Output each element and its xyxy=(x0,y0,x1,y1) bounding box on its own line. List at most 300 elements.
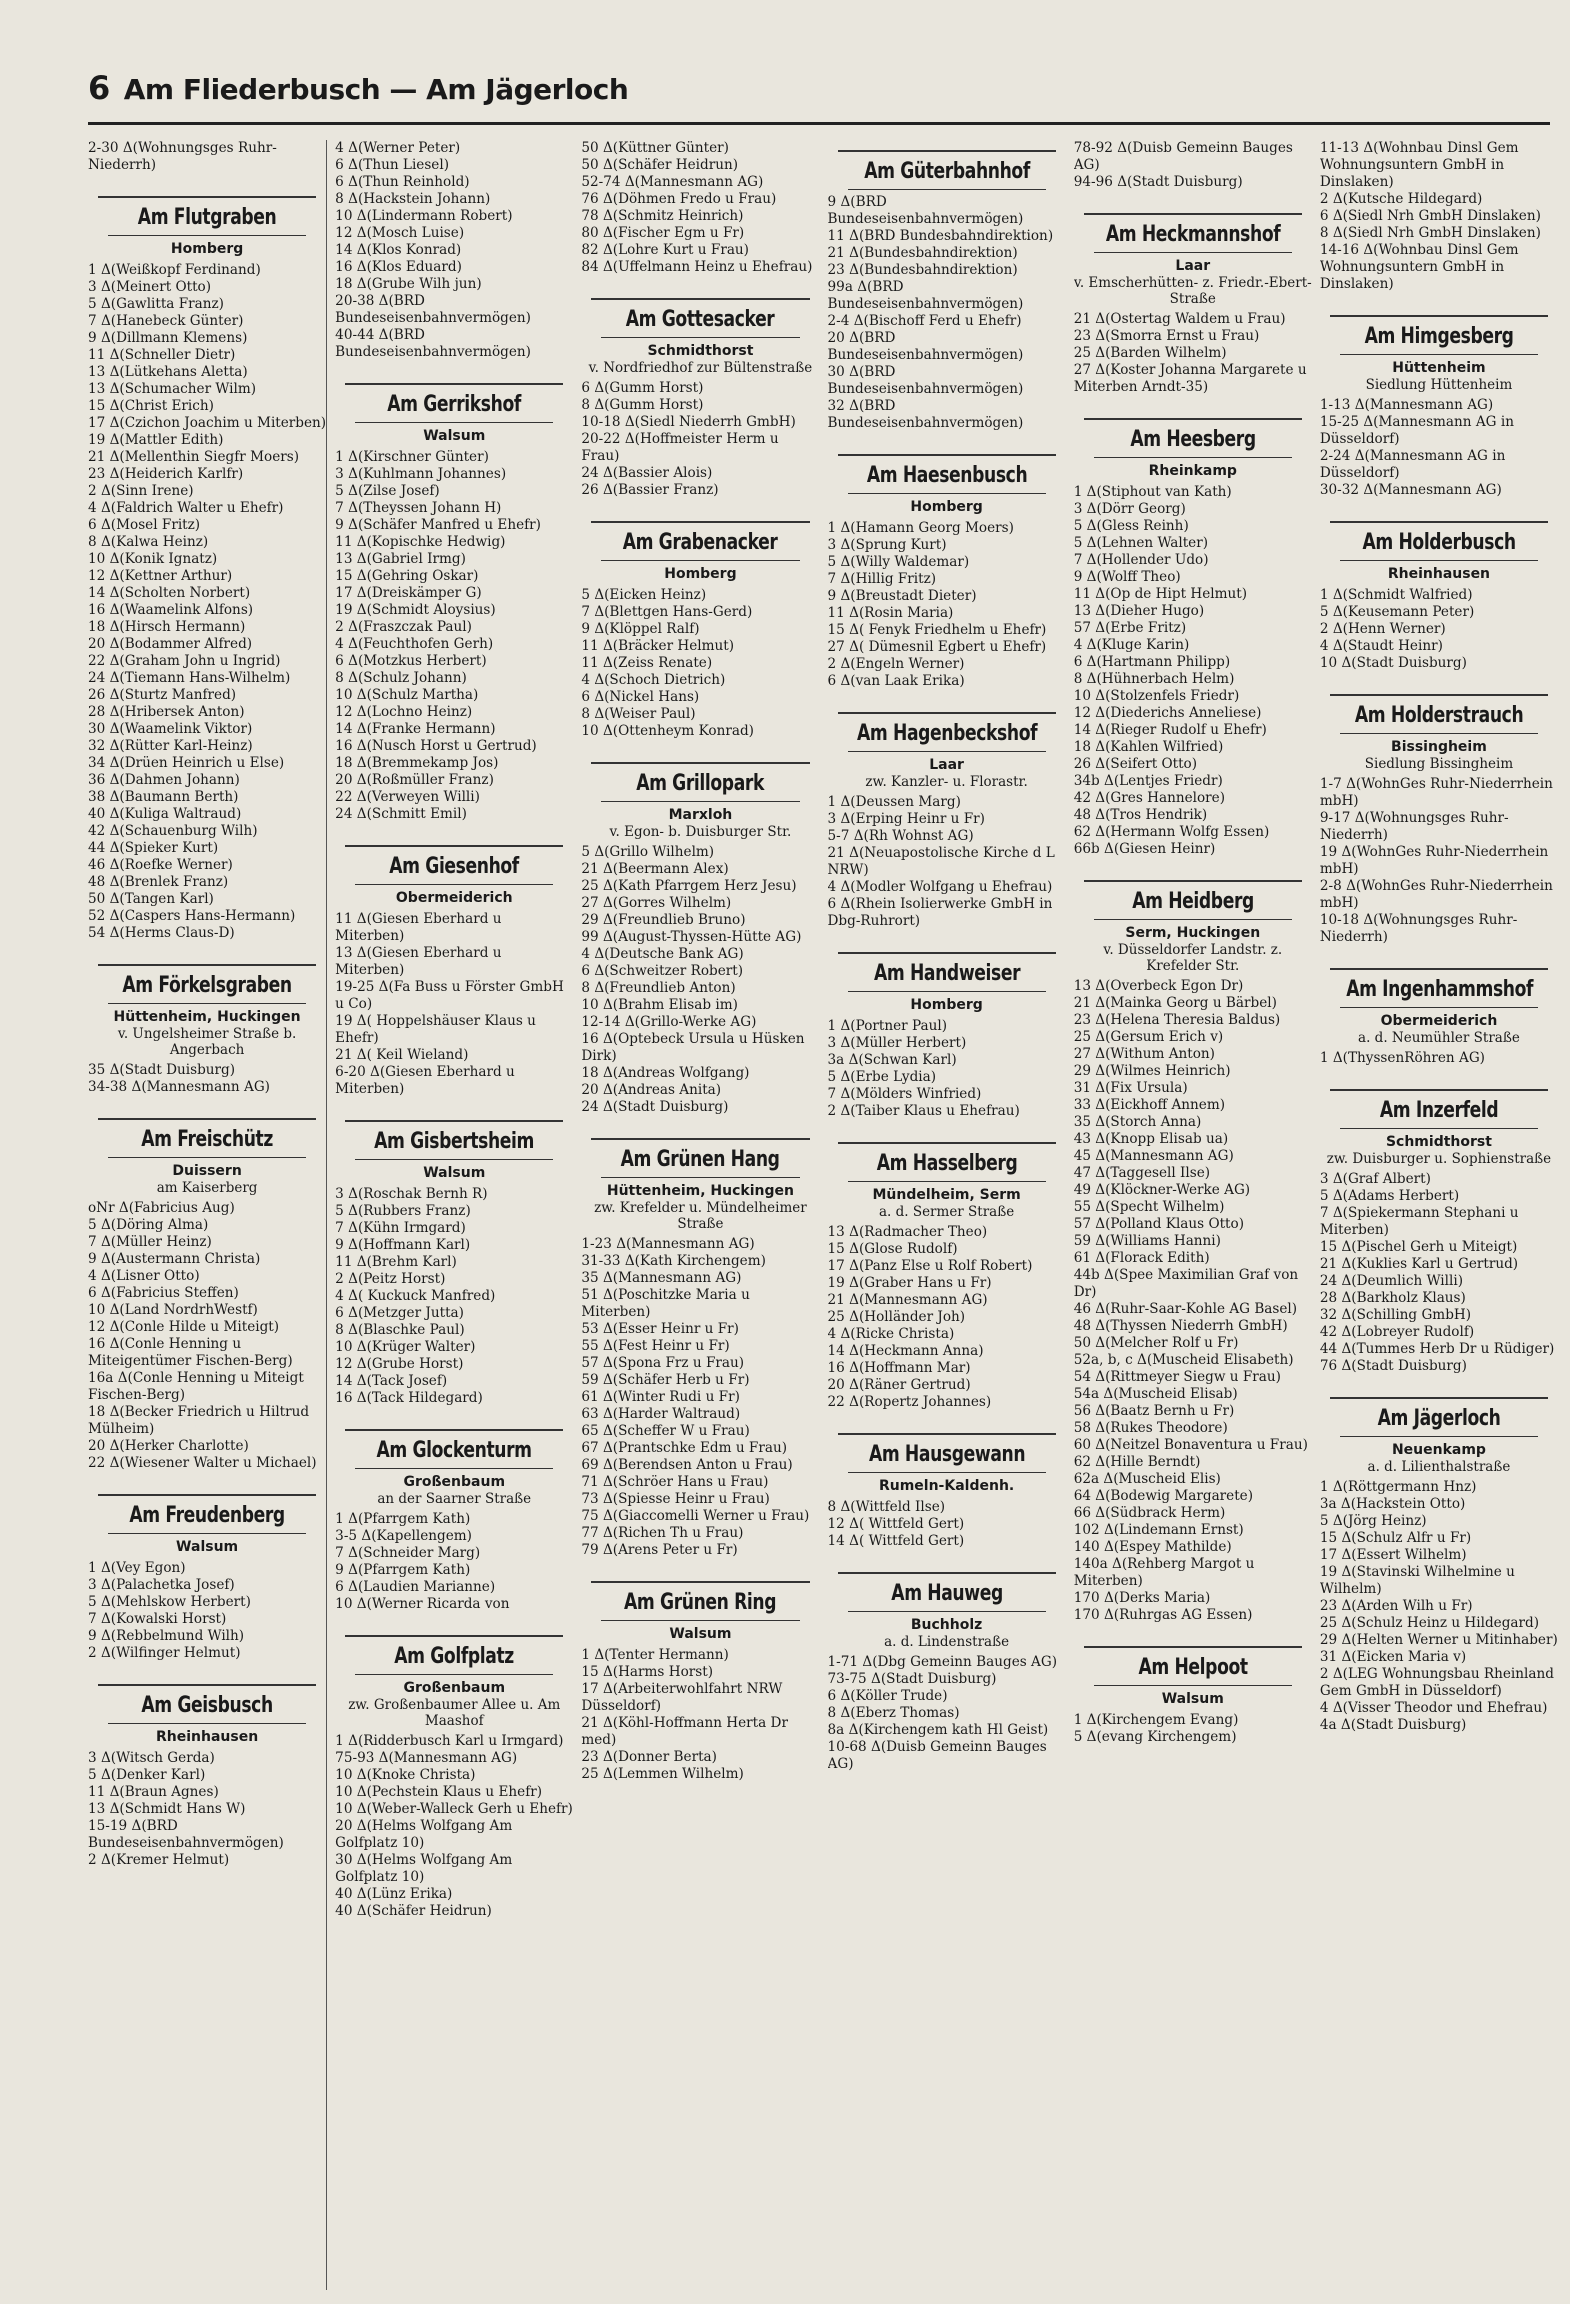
owner-entry: 7 Δ(Hollender Udo) xyxy=(1073,552,1209,568)
owner-entry: 24 Δ(Tiemann Hans-Wilhelm) xyxy=(88,670,291,686)
owner-entry: 61 Δ(Winter Rudi u Fr) xyxy=(581,1389,740,1405)
owner-entry: 11 Δ(Giesen Eberhard u Miterben) xyxy=(335,911,502,944)
street-heading xyxy=(828,1433,1066,1495)
street-underline xyxy=(601,801,799,802)
owner-entry: 76 Δ(Döhmen Fredo u Frau) xyxy=(581,191,777,207)
owner-entry: 19 Δ(Mattler Edith) xyxy=(88,432,224,448)
owner-entry: 20-22 Δ(Hoffmeister Herm u Frau) xyxy=(581,431,779,464)
owner-entry: 19 Δ(WohnGes Ruhr-Niederrhein mbH) xyxy=(1319,844,1549,877)
owner-entry: 8 Δ(Hackstein Johann) xyxy=(335,191,491,207)
owner-entry: 14 Δ(Heckmann Anna) xyxy=(827,1343,984,1359)
street-location-note: Siedlung Bissingheim xyxy=(1364,756,1514,772)
street-heading xyxy=(828,1142,1066,1220)
street-location-note: v. Egon- b. Duisburger Str. xyxy=(609,824,792,840)
street-underline xyxy=(601,337,799,338)
street-location-note: a. d. Neumühler Straße xyxy=(1358,1030,1520,1046)
owner-entry: 11 Δ(Kopischke Hedwig) xyxy=(335,534,506,550)
owner-entry: 40 Δ(Kuliga Waltraud) xyxy=(88,806,242,822)
owner-entry: 10 Δ(Lindermann Robert) xyxy=(335,208,513,224)
street-underline xyxy=(848,189,1046,190)
owner-entry: 28 Δ(Barkholz Klaus) xyxy=(1319,1290,1466,1306)
street-rule xyxy=(1084,213,1302,215)
street-heading xyxy=(581,521,819,583)
owner-entry: 14 Δ(Rieger Rudolf u Ehefr) xyxy=(1073,722,1267,738)
owner-entry: 6 Δ(Thun Liesel) xyxy=(335,157,450,173)
owner-entry: 94-96 Δ(Stadt Duisburg) xyxy=(1073,174,1243,190)
owner-entry: 50 Δ(Melcher Rolf u Fr) xyxy=(1073,1335,1239,1351)
owner-entry: 52 Δ(Caspers Hans-Hermann) xyxy=(88,908,296,924)
owner-entry: 10 Δ(Werner Ricarda von xyxy=(335,1596,510,1612)
owner-entry: 18 Δ(Becker Friedrich u Hiltrud Mülheim) xyxy=(88,1404,310,1437)
street-location-note: zw. Duisburger u. Sophienstraße xyxy=(1326,1151,1552,1167)
street-heading xyxy=(1320,1397,1558,1475)
district-name: Mündelheim, Serm xyxy=(872,1187,1021,1203)
owner-entry: 2-4 Δ(Bischoff Ferd u Ehefr) xyxy=(827,313,1022,329)
owner-entry: 31 Δ(Eicken Maria v) xyxy=(1319,1649,1467,1665)
owner-entry: 7 Δ(Theyssen Johann H) xyxy=(335,500,502,516)
owner-entry: 5 Δ(evang Kirchengem) xyxy=(1073,1729,1237,1745)
street-name: Am Grillopark xyxy=(636,771,765,796)
column-2 xyxy=(335,140,573,2290)
owner-entry: 1 Δ(ThyssenRöhren AG) xyxy=(1319,1050,1485,1066)
street-location-note: v. Ungelsheimer Straße b. Angerbach xyxy=(117,1026,297,1058)
owner-entry: 19 Δ(Stavinski Wilhelmine u Wilhelm) xyxy=(1319,1564,1515,1597)
column-3 xyxy=(581,140,819,2290)
owner-entry: 22 Δ(Ropertz Johannes) xyxy=(827,1394,992,1410)
district-name: Schmidthorst xyxy=(1385,1134,1492,1150)
owner-entry: 18 Δ(Kahlen Wilfried) xyxy=(1073,739,1224,755)
owner-entry: 42 Δ(Gres Hannelore) xyxy=(1073,790,1226,806)
owner-entry: 3-5 Δ(Kapellengem) xyxy=(335,1528,472,1544)
owner-entry: 6 Δ(Gumm Horst) xyxy=(581,380,704,396)
street-name: Am Hausgewann xyxy=(868,1442,1025,1467)
owner-entry: 4 Δ(Deutsche Bank AG) xyxy=(581,946,744,962)
owner-entry: 40-44 Δ(BRD Bundeseisenbahnvermögen) xyxy=(335,327,531,360)
owner-entry: 3 Δ(Sprung Kurt) xyxy=(827,537,947,553)
owner-entry: 3 Δ(Dörr Georg) xyxy=(1073,501,1186,517)
street-location-note: v. Nordfriedhof zur Bültenstraße xyxy=(588,360,813,376)
owner-entry: 35 Δ(Mannesmann AG) xyxy=(581,1270,742,1286)
owner-entry: 44b Δ(Spee Maximilian Graf von Dr) xyxy=(1073,1267,1299,1300)
owner-entry: 17 Δ(Czichon Joachim u Miterben) xyxy=(88,415,327,431)
street-heading xyxy=(1320,694,1558,772)
owner-entry: 2-8 Δ(WohnGes Ruhr-Niederrhein mbH) xyxy=(1319,878,1553,911)
owner-entry: 8 Δ(Schulz Johann) xyxy=(335,670,467,686)
street-name: Am Gerrikshof xyxy=(387,392,522,417)
street-name: Am Heckmannshof xyxy=(1105,222,1280,247)
owner-entry: 15 Δ(Glose Rudolf) xyxy=(827,1241,958,1257)
owner-entry: 14 Δ( Wittfeld Gert) xyxy=(827,1533,965,1549)
owner-entry: 6 Δ(Fabricius Steffen) xyxy=(88,1285,239,1301)
owner-entry: 52a, b, c Δ(Muscheid Elisabeth) xyxy=(1073,1352,1294,1368)
street-rule xyxy=(98,1118,316,1120)
street-heading xyxy=(1320,1089,1558,1167)
owner-entry: 11 Δ(BRD Bundesbahndirektion) xyxy=(827,228,1054,244)
street-rule xyxy=(591,1581,809,1583)
owner-entry: 30 Δ(Waamelink Viktor) xyxy=(88,721,253,737)
owner-entry: 8 Δ(Freundlieb Anton) xyxy=(581,980,736,996)
owner-entry: 1-7 Δ(WohnGes Ruhr-Niederrhein mbH) xyxy=(1319,776,1553,809)
owner-entry: 21 Δ(Beermann Alex) xyxy=(581,861,729,877)
owner-entry: 17 Δ(Panz Else u Rolf Robert) xyxy=(827,1258,1033,1274)
owner-entry: 7 Δ(Kowalski Horst) xyxy=(88,1611,227,1627)
owner-entry: 21 Δ( Keil Wieland) xyxy=(335,1047,469,1063)
owner-entry: 54a Δ(Muscheid Elisab) xyxy=(1073,1386,1238,1402)
owner-entry: 57 Δ(Polland Klaus Otto) xyxy=(1073,1216,1245,1232)
owner-entry: 5 Δ(Zilse Josef) xyxy=(335,483,440,499)
street-heading xyxy=(335,383,573,445)
street-name: Am Glockenturm xyxy=(376,1438,532,1463)
street-underline xyxy=(848,1472,1046,1473)
owner-entry: 51 Δ(Poschitzke Maria u Miterben) xyxy=(581,1287,750,1320)
street-rule xyxy=(838,454,1056,456)
owner-entry: 82 Δ(Lohre Kurt u Frau) xyxy=(581,242,749,258)
street-underline xyxy=(1340,1007,1538,1008)
street-rule xyxy=(1330,315,1548,317)
owner-entry: 33 Δ(Eickhoff Annem) xyxy=(1073,1097,1226,1113)
owner-entry: 15-19 Δ(BRD Bundeseisenbahnvermögen) xyxy=(88,1818,284,1851)
owner-entry: 8 Δ(Eberz Thomas) xyxy=(827,1705,960,1721)
owner-entry: 17 Δ(Essert Wilhelm) xyxy=(1319,1547,1467,1563)
owner-entry: 6-20 Δ(Giesen Eberhard u Miterben) xyxy=(335,1064,515,1097)
street-underline xyxy=(355,884,553,885)
street-rule xyxy=(345,845,563,847)
district-name: Walsum xyxy=(669,1626,732,1642)
street-underline xyxy=(108,1723,306,1724)
owner-entry: 10 Δ(Krüger Walter) xyxy=(335,1339,476,1355)
owner-entry: 6 Δ(Laudien Marianne) xyxy=(335,1579,496,1595)
owner-entry: 27 Δ( Dümesnil Egbert u Ehefr) xyxy=(827,639,1047,655)
owner-entry: 1-13 Δ(Mannesmann AG) xyxy=(1319,397,1494,413)
street-heading xyxy=(828,454,1066,516)
street-rule xyxy=(1084,1646,1302,1648)
owner-entry: 7 Δ(Blettgen Hans-Gerd) xyxy=(581,604,753,620)
column-5 xyxy=(1074,140,1312,2290)
owner-entry: 5-7 Δ(Rh Wohnst AG) xyxy=(827,828,974,844)
owner-entry: 29 Δ(Helten Werner u Mitinhaber) xyxy=(1319,1632,1558,1648)
owner-entry: 6 Δ(Schweitzer Robert) xyxy=(581,963,744,979)
owner-entry: 3 Δ(Palachetka Josef) xyxy=(88,1577,235,1593)
owner-entry: 8 Δ(Siedl Nrh GmbH Dinslaken) xyxy=(1319,225,1541,241)
directory-columns xyxy=(88,140,1558,2290)
owner-entry: 4 Δ(Visser Theodor und Ehefrau) xyxy=(1319,1700,1548,1716)
owner-entry: 26 Δ(Seifert Otto) xyxy=(1073,756,1198,772)
owner-entry: 18 Δ(Andreas Wolfgang) xyxy=(581,1065,750,1081)
owner-entry: 6 Δ(van Laak Erika) xyxy=(827,673,965,689)
street-heading xyxy=(88,196,326,258)
owner-entry: 30 Δ(Helms Wolfgang Am Golfplatz 10) xyxy=(335,1852,513,1885)
district-name: Homberg xyxy=(170,241,244,257)
owner-entry: 13 Δ(Schmidt Hans W) xyxy=(88,1801,246,1817)
street-name: Am Inzerfeld xyxy=(1379,1098,1499,1123)
owner-entry: 3a Δ(Hackstein Otto) xyxy=(1319,1496,1466,1512)
street-heading xyxy=(1074,213,1312,307)
owner-entry: 54 Δ(Herms Claus-D) xyxy=(88,925,235,941)
street-name: Am Grabenacker xyxy=(623,530,778,555)
owner-entry: 11 Δ(Op de Hipt Helmut) xyxy=(1073,586,1248,602)
owner-entry: 6 Δ(Thun Reinhold) xyxy=(335,174,470,190)
owner-entry: 5 Δ(Keusemann Peter) xyxy=(1319,604,1475,620)
street-name: Am Gottesacker xyxy=(626,307,775,332)
owner-entry: 16 Δ(Klos Eduard) xyxy=(335,259,462,275)
street-heading xyxy=(335,1429,573,1507)
street-location-note: v. Düsseldorfer Landstr. z. Krefelder Str. xyxy=(1103,942,1283,974)
owner-entry: 48 Δ(Tros Hendrik) xyxy=(1073,807,1208,823)
owner-entry: 13 Δ(Dieher Hugo) xyxy=(1073,603,1205,619)
street-name: Am Hauweg xyxy=(890,1581,1003,1606)
owner-entry: 25 Δ(Holländer Joh) xyxy=(827,1309,966,1325)
street-underline xyxy=(1094,252,1292,253)
owner-entry: 13 Δ(Lütkehans Aletta) xyxy=(88,364,248,380)
street-rule xyxy=(591,1138,809,1140)
street-underline xyxy=(848,751,1046,752)
owner-entry: 15-25 Δ(Mannesmann AG in Düsseldorf) xyxy=(1319,414,1514,447)
street-name: Am Freischütz xyxy=(141,1127,273,1152)
street-name: Am Helpoot xyxy=(1138,1655,1248,1680)
owner-entry: 78-92 Δ(Duisb Gemeinn Bauges AG) xyxy=(1073,140,1293,173)
owner-entry: 10-68 Δ(Duisb Gemeinn Bauges AG) xyxy=(827,1739,1047,1772)
owner-entry: 63 Δ(Harder Waltraud) xyxy=(581,1406,741,1422)
street-underline xyxy=(108,235,306,236)
street-rule xyxy=(345,1635,563,1637)
owner-entry: 4 Δ(Feuchthofen Gerh) xyxy=(335,636,494,652)
street-rule xyxy=(591,521,809,523)
owner-entry: 1 Δ(Deussen Marg) xyxy=(827,794,961,810)
owner-entry: 43 Δ(Knopp Elisab ua) xyxy=(1073,1131,1229,1147)
street-location-note: v. Emscherhütten- z. Friedr.-Ebert-Straße xyxy=(1073,275,1312,307)
owner-entry: 55 Δ(Fest Heinr u Fr) xyxy=(581,1338,730,1354)
owner-entry: 13 Δ(Gabriel Irmg) xyxy=(335,551,466,567)
owner-entry: 9 Δ(Rebbelmund Wilh) xyxy=(88,1628,245,1644)
street-name: Am Ingenhammshof xyxy=(1346,977,1533,1002)
owner-entry: 34b Δ(Lentjes Friedr) xyxy=(1073,773,1223,789)
street-rule xyxy=(838,712,1056,714)
owner-entry: 1 Δ(Ridderbusch Karl u Irmgard) xyxy=(335,1733,564,1749)
owner-entry: 52-74 Δ(Mannesmann AG) xyxy=(581,174,764,190)
owner-entry: 73-75 Δ(Stadt Duisburg) xyxy=(827,1671,997,1687)
owner-entry: 79 Δ(Arens Peter u Fr) xyxy=(581,1542,738,1558)
street-heading xyxy=(335,1635,573,1729)
owner-entry: 2-24 Δ(Mannesmann AG in Düsseldorf) xyxy=(1319,448,1506,481)
owner-entry: 8 Δ(Kalwa Heinz) xyxy=(88,534,209,550)
owner-entry: 5 Δ(Denker Karl) xyxy=(88,1767,206,1783)
owner-entry: 11 Δ(Bräcker Helmut) xyxy=(581,638,735,654)
street-name: Am Geisbusch xyxy=(141,1693,273,1718)
owner-entry: 12 Δ(Diederichs Anneliese) xyxy=(1073,705,1262,721)
street-heading xyxy=(828,952,1066,1014)
owner-entry: 35 Δ(Stadt Duisburg) xyxy=(88,1062,236,1078)
owner-entry: 5 Δ(Döring Alma) xyxy=(88,1217,209,1233)
street-name: Am Flutgraben xyxy=(137,205,277,230)
street-rule xyxy=(838,1572,1056,1574)
owner-entry: 11 Δ(Braun Agnes) xyxy=(88,1784,219,1800)
owner-entry: 2-30 Δ(Wohnungsges Ruhr-Niederrh) xyxy=(88,140,277,173)
owner-entry: 42 Δ(Schauenburg Wilh) xyxy=(88,823,258,839)
street-heading xyxy=(828,1572,1066,1650)
street-underline xyxy=(601,1620,799,1621)
owner-entry: 14 Δ(Scholten Norbert) xyxy=(88,585,251,601)
owner-entry: 4 Δ(Modler Wolfgang u Ehefrau) xyxy=(827,879,1053,895)
owner-entry: 6 Δ(Köller Trude) xyxy=(827,1688,948,1704)
district-name: Rheinkamp xyxy=(1148,463,1237,479)
street-name: Am Holderbusch xyxy=(1362,530,1516,555)
owner-entry: 12 Δ(Lochno Heinz) xyxy=(335,704,473,720)
owner-entry: 14 Δ(Klos Konrad) xyxy=(335,242,462,258)
owner-entry: 25 Δ(Kath Pfarrgem Herz Jesu) xyxy=(581,878,797,894)
owner-entry: 1 Δ(Röttgermann Hnz) xyxy=(1319,1479,1477,1495)
district-name: Marxloh xyxy=(668,807,733,823)
street-location-note: a. d. Lilienthalstraße xyxy=(1367,1459,1511,1475)
owner-entry: 7 Δ(Hanebeck Günter) xyxy=(88,313,244,329)
street-heading xyxy=(88,1494,326,1556)
owner-entry: 6 Δ(Siedl Nrh GmbH Dinslaken) xyxy=(1319,208,1541,224)
owner-entry: 2 Δ(Henn Werner) xyxy=(1319,621,1446,637)
owner-entry: 3 Δ(Roschak Bernh R) xyxy=(335,1186,488,1202)
district-name: Walsum xyxy=(423,1165,486,1181)
owner-entry: 55 Δ(Specht Wilhelm) xyxy=(1073,1199,1225,1215)
street-location-note: zw. Kanzler- u. Florastr. xyxy=(865,774,1028,790)
district-name: Großenbaum xyxy=(403,1474,506,1490)
owner-entry: 1 Δ(Kirchengem Evang) xyxy=(1073,1712,1239,1728)
district-name: Walsum xyxy=(176,1539,239,1555)
owner-entry: 8 Δ(Gumm Horst) xyxy=(581,397,704,413)
street-underline xyxy=(601,1177,799,1178)
owner-entry: 49 Δ(Klöckner-Werke AG) xyxy=(1073,1182,1251,1198)
owner-entry: 28 Δ(Hribersek Anton) xyxy=(88,704,245,720)
street-rule xyxy=(1330,521,1548,523)
owner-entry: 25 Δ(Gersum Erich v) xyxy=(1073,1029,1224,1045)
owner-entry: 6 Δ(Hartmann Philipp) xyxy=(1073,654,1231,670)
street-name: Am Grünen Hang xyxy=(620,1147,780,1172)
owner-entry: 9 Δ(Schäfer Manfred u Ehefr) xyxy=(335,517,541,533)
owner-entry: 19 Δ(Graber Hans u Fr) xyxy=(827,1275,992,1291)
owner-entry: 7 Δ(Kühn Irmgard) xyxy=(335,1220,466,1236)
owner-entry: 13 Δ(Radmacher Theo) xyxy=(827,1224,988,1240)
street-underline xyxy=(848,991,1046,992)
owner-entry: 12 Δ(Conle Hilde u Miteigt) xyxy=(88,1319,280,1335)
owner-entry: 6 Δ(Metzger Jutta) xyxy=(335,1305,464,1321)
owner-entry: 10 Δ(Brahm Elisab im) xyxy=(581,997,738,1013)
street-underline xyxy=(355,1468,553,1469)
street-rule xyxy=(345,1120,563,1122)
district-name: Laar xyxy=(929,757,964,773)
owner-entry: 32 Δ(Rütter Karl-Heinz) xyxy=(88,738,253,754)
owner-entry: 3 Δ(Graf Albert) xyxy=(1319,1171,1431,1187)
owner-entry: 9 Δ(Klöppel Ralf) xyxy=(581,621,700,637)
owner-entry: 75 Δ(Giaccomelli Werner u Frau) xyxy=(581,1508,810,1524)
owner-entry: 99a Δ(BRD Bundeseisenbahnvermögen) xyxy=(827,279,1024,312)
owner-entry: 22 Δ(Graham John u Ingrid) xyxy=(88,653,281,669)
owner-entry: 21 Δ(Bundesbahndirektion) xyxy=(827,245,1018,261)
header-rule xyxy=(88,122,1550,125)
owner-entry: 9 Δ(Hoffmann Karl) xyxy=(335,1237,471,1253)
district-name: Walsum xyxy=(1161,1691,1224,1707)
owner-entry: 40 Δ(Lünz Erika) xyxy=(335,1886,453,1902)
owner-entry: 4 Δ(Ricke Christa) xyxy=(827,1326,955,1342)
owner-entry: 62a Δ(Muscheid Elis) xyxy=(1073,1471,1221,1487)
street-heading xyxy=(1074,880,1312,974)
street-heading xyxy=(828,150,1066,190)
owner-entry: 6 Δ(Rhein Isolierwerke GmbH in Dbg-Ruhrort) xyxy=(827,896,1053,929)
street-rule xyxy=(1330,1397,1548,1399)
owner-entry: 27 Δ(Koster Johanna Margarete u Miterben Arndt-35) xyxy=(1073,362,1307,395)
owner-entry: 36 Δ(Dahmen Johann) xyxy=(88,772,240,788)
owner-entry: 20 Δ(Roßmüller Franz) xyxy=(335,772,494,788)
owner-entry: 16 Δ(Optebeck Ursula u Hüsken Dirk) xyxy=(581,1031,805,1064)
owner-entry: 140 Δ(Espey Mathilde) xyxy=(1073,1539,1232,1555)
owner-entry: 20 Δ(Herker Charlotte) xyxy=(88,1438,249,1454)
owner-entry: 50 Δ(Schäfer Heidrun) xyxy=(581,157,739,173)
owner-entry: 15 Δ( Fenyk Friedhelm u Ehefr) xyxy=(827,622,1047,638)
owner-entry: 1 Δ(Weißkopf Ferdinand) xyxy=(88,262,261,278)
owner-entry: 78 Δ(Schmitz Heinrich) xyxy=(581,208,744,224)
street-rule xyxy=(98,1494,316,1496)
street-underline xyxy=(848,1181,1046,1182)
owner-entry: 8 Δ(Blaschke Paul) xyxy=(335,1322,465,1338)
owner-entry: 11 Δ(Rosin Maria) xyxy=(827,605,954,621)
street-rule xyxy=(1084,418,1302,420)
owner-entry: 10 Δ(Stadt Duisburg) xyxy=(1319,655,1467,671)
owner-entry: 12-14 Δ(Grillo-Werke AG) xyxy=(581,1014,757,1030)
street-rule xyxy=(1330,1089,1548,1091)
owner-entry: 58 Δ(Rukes Theodore) xyxy=(1073,1420,1228,1436)
owner-entry: 46 Δ(Ruhr-Saar-Kohle AG Basel) xyxy=(1073,1301,1298,1317)
street-heading xyxy=(581,298,819,376)
owner-entry: 1 Δ(Pfarrgem Kath) xyxy=(335,1511,471,1527)
owner-entry: 2 Δ(Wilfinger Helmut) xyxy=(88,1645,241,1661)
owner-entry: 10-18 Δ(Wohnungsges Ruhr-Niederrh) xyxy=(1319,912,1518,945)
owner-entry: 20 Δ(BRD Bundeseisenbahnvermögen) xyxy=(827,330,1024,363)
street-location-note: zw. Großenbaumer Allee u. Am Maashof xyxy=(348,1697,561,1729)
owner-entry: 2 Δ(LEG Wohnungsbau Rheinland Gem GmbH in Düsseldorf) xyxy=(1319,1666,1554,1699)
owner-entry: 13 Δ(Giesen Eberhard u Miterben) xyxy=(335,945,502,978)
street-underline xyxy=(1094,919,1292,920)
owner-entry: 12 Δ(Kettner Arthur) xyxy=(88,568,233,584)
owner-entry: 5 Δ(Lehnen Walter) xyxy=(1073,535,1209,551)
owner-entry: 12 Δ( Wittfeld Gert) xyxy=(827,1516,965,1532)
owner-entry: 5 Δ(Adams Herbert) xyxy=(1319,1188,1460,1204)
owner-entry: 7 Δ(Müller Heinz) xyxy=(88,1234,212,1250)
owner-entry: 30-32 Δ(Mannesmann AG) xyxy=(1319,482,1502,498)
owner-entry: 170 Δ(Derks Maria) xyxy=(1073,1590,1211,1606)
street-name: Am Jägerloch xyxy=(1377,1406,1501,1431)
owner-entry: 1 Δ(Portner Paul) xyxy=(827,1018,948,1034)
street-underline xyxy=(1340,1128,1538,1129)
owner-entry: 65 Δ(Scheffer W u Frau) xyxy=(581,1423,750,1439)
district-name: Obermeiderich xyxy=(1380,1013,1498,1029)
owner-entry: 10 Δ(Konik Ignatz) xyxy=(88,551,218,567)
street-heading xyxy=(828,712,1066,790)
owner-entry: 67 Δ(Prantschke Edm u Frau) xyxy=(581,1440,788,1456)
district-name: Homberg xyxy=(910,499,983,515)
owner-entry: 6 Δ(Mosel Fritz) xyxy=(88,517,201,533)
street-rule xyxy=(838,952,1056,954)
owner-entry: 62 Δ(Hermann Wolfg Essen) xyxy=(1073,824,1270,840)
owner-entry: 24 Δ(Bassier Alois) xyxy=(581,465,713,481)
owner-entry: 15 Δ(Pischel Gerh u Miteigt) xyxy=(1319,1239,1518,1255)
owner-entry: 20 Δ(Andreas Anita) xyxy=(581,1082,722,1098)
owner-entry: 42 Δ(Lobreyer Rudolf) xyxy=(1319,1324,1475,1340)
owner-entry: 84 Δ(Uffelmann Heinz u Ehefrau) xyxy=(581,259,813,275)
owner-entry: 25 Δ(Lemmen Wilhelm) xyxy=(581,1766,744,1782)
district-name: Schmidthorst xyxy=(647,343,754,359)
owner-entry: 3 Δ(Erping Heinr u Fr) xyxy=(827,811,985,827)
street-rule xyxy=(591,762,809,764)
owner-entry: 66 Δ(Südbrack Herm) xyxy=(1073,1505,1226,1521)
owner-entry: 20 Δ(Bodammer Alfred) xyxy=(88,636,253,652)
district-name: Homberg xyxy=(910,997,983,1013)
owner-entry: 24 Δ(Deumlich Willi) xyxy=(1319,1273,1463,1289)
